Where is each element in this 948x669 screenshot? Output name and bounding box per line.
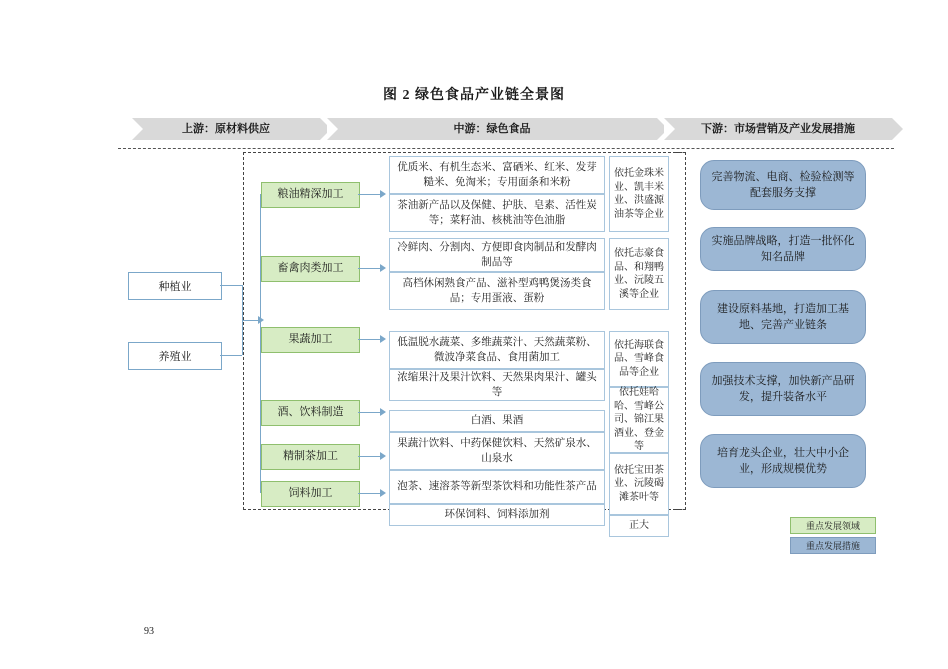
detail-box: 环保饲料、饲料添加剂 xyxy=(389,504,605,526)
banner-downstream-label: 下游：市场营销及产业发展措施 xyxy=(701,123,855,135)
measure-box: 完善物流、电商、检验检测等配套服务支撑 xyxy=(700,160,866,210)
category-fruit-veg: 果蔬加工 xyxy=(261,327,360,353)
connector-line xyxy=(358,268,382,269)
connector-line xyxy=(358,339,382,340)
header-divider xyxy=(118,148,894,149)
detail-box: 泡茶、速溶茶等新型茶饮料和功能性茶产品 xyxy=(389,470,605,504)
category-tea: 精制茶加工 xyxy=(261,444,360,470)
category-beverage: 酒、饮料制造 xyxy=(261,400,360,426)
measure-box: 建设原料基地，打造加工基地、完善产业链条 xyxy=(700,290,866,344)
detail-box: 果蔬汁饮料、中药保健饮料、天然矿泉水、山泉水 xyxy=(389,432,605,470)
stage-banner xyxy=(132,118,892,140)
banner-upstream-label: 上游：原材料供应 xyxy=(182,123,270,135)
connector-arrow xyxy=(258,316,264,324)
legend-key-fields: 重点发展领域 xyxy=(790,517,876,534)
page-number: 93 xyxy=(144,626,154,637)
company-box: 正大 xyxy=(609,515,669,537)
upstream-item-planting: 种植业 xyxy=(128,272,222,300)
connector-arrow xyxy=(380,264,386,272)
detail-box: 低温脱水蔬菜、多维蔬菜汁、天然蔬菜粉、微波净菜食品、食用菌加工 xyxy=(389,331,605,369)
connector-arrow xyxy=(380,335,386,343)
page-title: 图 2 绿色食品产业链全景图 xyxy=(383,88,565,103)
connector-arrow xyxy=(380,452,386,460)
detail-box: 高档休闲熟食产品、滋补型鸡鸭煲汤类食品；专用蛋液、蛋粉 xyxy=(389,272,605,310)
detail-box: 茶油新产品以及保健、护肤、皂素、活性炭等；菜籽油、核桃油等色油脂 xyxy=(389,194,605,232)
measure-box: 培育龙头企业，壮大中小企业，形成规模优势 xyxy=(700,434,866,488)
company-box: 依托志豪食品、和翔鸭业、沅陵五溪等企业 xyxy=(609,238,669,310)
legend-key-measures: 重点发展措施 xyxy=(790,537,876,554)
banner-upstream xyxy=(132,118,320,140)
company-box: 依托宝田茶业、沅陵碣滩茶叶等 xyxy=(609,453,669,515)
connector-line xyxy=(358,194,382,195)
detail-box: 白酒、果酒 xyxy=(389,410,605,432)
detail-box: 冷鲜肉、分割肉、方便即食肉制品和发酵肉制品等 xyxy=(389,238,605,272)
connector-line xyxy=(220,355,242,356)
banner-midstream-label: 中游：绿色食品 xyxy=(453,123,531,135)
banner-downstream xyxy=(664,118,892,140)
connector-arrow xyxy=(380,408,386,416)
category-feed: 饲料加工 xyxy=(261,481,360,507)
upstream-item-breeding: 养殖业 xyxy=(128,342,222,370)
connector-line xyxy=(358,412,382,413)
category-spine xyxy=(260,194,261,493)
connector-line xyxy=(220,285,242,286)
measure-box: 加强技术支撑，加快新产品研发，提升装备水平 xyxy=(700,362,866,416)
connector-line xyxy=(358,456,382,457)
connector-arrow xyxy=(380,489,386,497)
connector-arrow xyxy=(380,190,386,198)
company-box: 依托娃哈哈、雪峰公司、锦江果酒业、登金等 xyxy=(609,387,669,453)
category-grain-oil: 粮油精深加工 xyxy=(261,182,360,208)
detail-box: 优质米、有机生态米、富硒米、红米、发芽糙米、免淘米；专用面条和米粉 xyxy=(389,156,605,194)
category-meat: 畜禽肉类加工 xyxy=(261,256,360,282)
company-box: 依托海联食品、雪峰食品等企业 xyxy=(609,331,669,387)
measure-box: 实施品牌战略，打造一批怀化知名品牌 xyxy=(700,227,866,271)
banner-midstream xyxy=(327,118,657,140)
company-box: 依托金珠米业、凯丰米业、洪盛源油茶等企业 xyxy=(609,156,669,232)
detail-box: 浓缩果汁及果汁饮料、天然果肉果汁、罐头等 xyxy=(389,369,605,401)
connector-line xyxy=(358,493,382,494)
midstream-boundary-right xyxy=(676,152,686,510)
